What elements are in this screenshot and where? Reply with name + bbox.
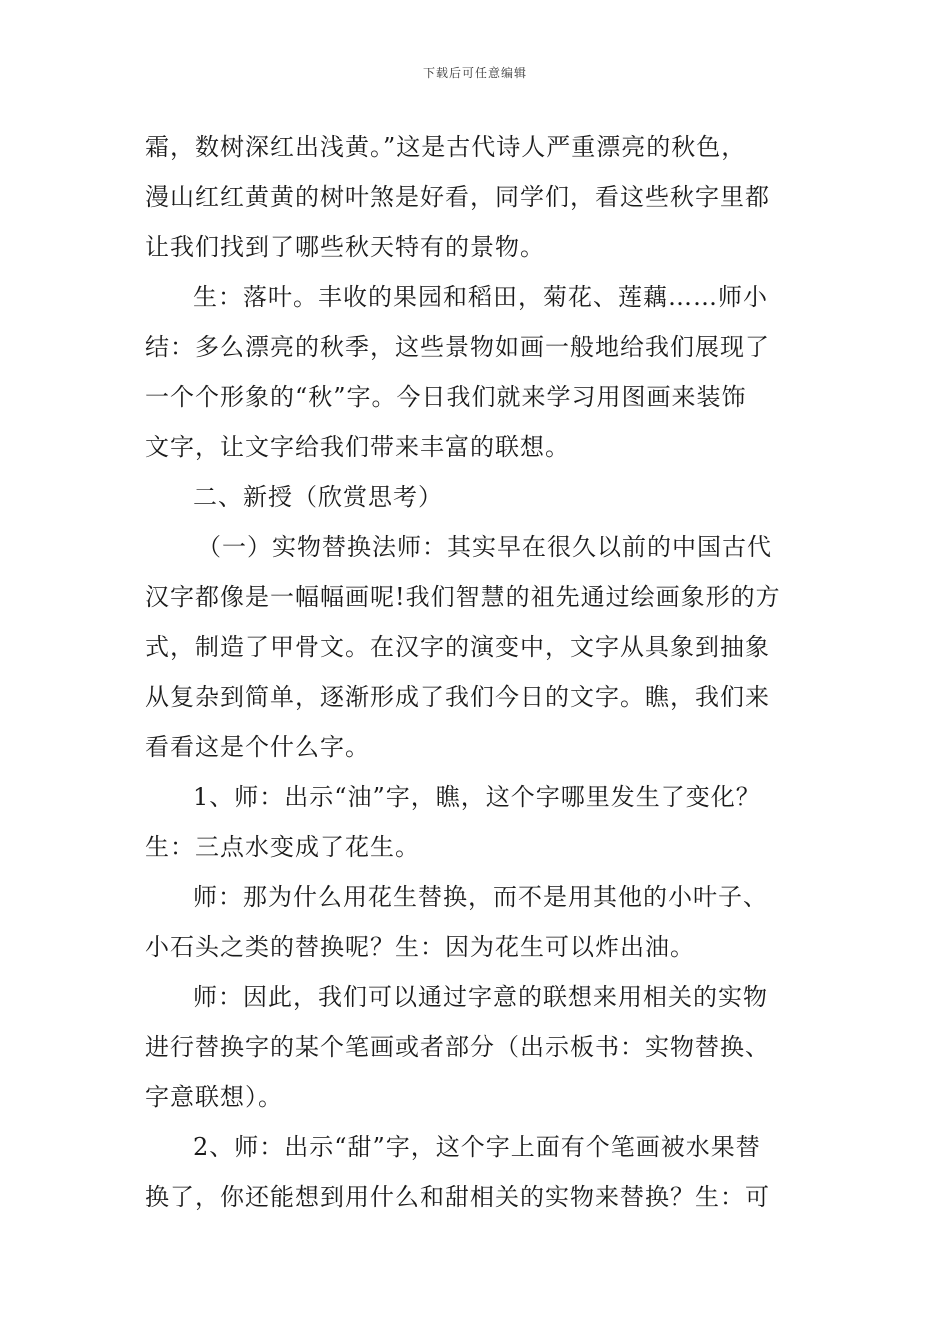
text-line: 从复杂到简单，逐渐形成了我们今日的文字。瞧，我们来 <box>145 683 770 711</box>
document-body <box>145 122 825 1222</box>
text-line: 小石头之类的替换呢？生：因为花生可以炸出油。 <box>145 933 695 961</box>
text-line: 式，制造了甲骨文。在汉字的演变中，文字从具象到抽象 <box>145 633 770 661</box>
section-heading: 二、新授（欣赏思考） <box>193 483 443 511</box>
text-line: 1、师：出示“油”字，瞧，这个字哪里发生了变化？ <box>193 783 761 811</box>
text-line: 看看这是个什么字。 <box>145 733 370 761</box>
text-line: 一个个形象的“秋”字。今日我们就来学习用图画来装饰 <box>145 383 747 411</box>
text-line: 进行替换字的某个笔画或者部分（出示板书：实物替换、 <box>145 1033 770 1061</box>
text-line: 文字，让文字给我们带来丰富的联想。 <box>145 433 570 461</box>
text-line: 生：三点水变成了花生。 <box>145 833 420 861</box>
text-line: 结：多么漂亮的秋季，这些景物如画一般地给我们展现了 <box>145 333 770 361</box>
page-header: 下载后可任意编辑 <box>422 66 527 80</box>
text-line: 字意联想）。 <box>145 1083 283 1111</box>
text-line: 霜，数树深红出浅黄。”这是古代诗人严重漂亮的秋色， <box>145 133 747 161</box>
text-line: （一）实物替换法师：其实早在很久以前的中国古代 <box>197 533 772 561</box>
text-line: 师：因此，我们可以通过字意的联想来用相关的实物 <box>193 983 768 1011</box>
text-line: 师：那为什么用花生替换，而不是用其他的小叶子、 <box>193 883 768 911</box>
text-line: 2、师：出示“甜”字，这个字上面有个笔画被水果替 <box>193 1133 761 1161</box>
text-line: 让我们找到了哪些秋天特有的景物。 <box>145 233 545 261</box>
text-line: 汉字都像是一幅幅画呢!我们智慧的祖先通过绘画象形的方 <box>145 583 781 611</box>
text-line: 漫山红红黄黄的树叶煞是好看，同学们，看这些秋字里都 <box>145 183 770 211</box>
text-line: 换了，你还能想到用什么和甜相关的实物来替换？生：可 <box>145 1183 770 1211</box>
text-line: 生：落叶。丰收的果园和稻田，菊花、莲藕……师小 <box>193 283 768 311</box>
